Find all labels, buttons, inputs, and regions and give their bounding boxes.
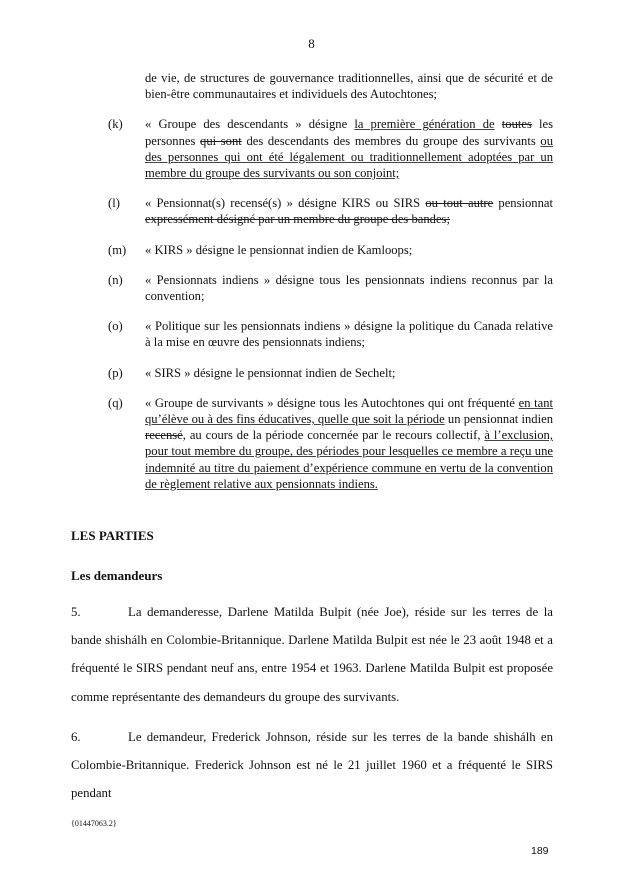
definition-segment: « SIRS » désigne le pensionnat indien de Sechelt; [145,365,396,380]
paragraph-6 [71,723,553,808]
definition-text [145,318,553,350]
definition-segment: « KIRS » désigne le pensionnat indien de Kamloops; [145,242,413,257]
definition-text [145,116,553,181]
definition-label: (o) [108,319,123,334]
inserted-text: à l’exclusion, pour tout membre du groupe, des périodes pour lesquelles ce membre a reçu une indemnité au titre du paiement d’expérience commune en vertu de la convention de règlement relative aux pensionnats indiens. [145,428,553,491]
section-heading-plaintiffs: Les demandeurs [71,568,163,584]
section-heading-parties: LES PARTIES [71,528,154,544]
definition-o [108,318,553,350]
definition-segment: pensionnat [493,196,553,211]
definition-p [108,365,553,381]
inserted-text: ou des personnes qui ont été légalement ou traditionnellement adoptées par un membre du groupe des survivants ou son conjoint; [145,133,553,181]
inserted-text: en tant qu’élève ou à des fins éducatives, quelle que soit la période [145,395,554,427]
definition-label: (k) [108,117,123,132]
definition-segment [495,117,502,131]
definition-text [145,395,553,492]
paragraph-5 [71,598,553,711]
definition-segment: des descendants des membres du groupe des survivants [241,133,541,148]
definition-m [108,242,553,258]
document-id: {01447063.2} [71,819,117,829]
definition-segment: « Pensionnats indiens » désigne tous les pensionnats indiens reconnus par la convention; [145,272,553,304]
definition-segment: un pensionnat indien [444,412,553,427]
definition-text [145,365,553,381]
paragraph-number: 6. [71,729,81,744]
definition-q [108,395,553,492]
paragraph-number: 5. [71,605,81,620]
definition-segment: « Groupe de survivants » désigne tous les Autochtones qui ont fréquenté [145,395,519,410]
definitions-list [108,70,553,492]
footer-page-number: 189 [531,845,549,858]
definition-label: (q) [108,395,123,410]
definition-label: (l) [108,196,120,211]
definition-label: (m) [108,242,127,257]
definition-l [108,195,553,227]
definition-label: (n) [108,272,123,287]
definition-segment: les personnes [145,117,554,148]
definition-k [108,116,553,181]
deleted-text: toutes [501,117,532,132]
deleted-text: ou tout autre [425,196,494,211]
continuation-text: de vie, de structures de gouvernance traditionnelles, ainsi que de sécurité et de bien-être communautaires et individuels des Autochtones; [145,71,553,102]
definition-text [145,272,553,304]
page-header-number: 8 [308,36,315,51]
definition-label: (p) [108,365,123,380]
definition-segment: « Politique sur les pensionnats indiens » désigne la politique du Canada relative à la mise en œuvre des pensionnats indiens; [145,319,553,350]
inserted-text: la première génération de [354,117,495,132]
definition-text [145,242,553,258]
definition-segment: « Groupe des descendants » désigne [145,117,355,132]
definition-segment: « Pensionnat(s) recensé(s) » désigne KIRS ou SIRS [145,196,426,211]
paragraph-text: Le demandeur, Frederick Johnson, réside sur les terres de la bande shishálh en Colombie-Britannique. Frederick Johnson est né le 21 juillet 1960 et a fréquenté le SIRS pendant [71,729,553,801]
deleted-text: qui sont [200,133,242,148]
definition-segment: , au cours de la période concernée par le recours collectif, [182,428,485,443]
paragraph-text: La demanderesse, Darlene Matilda Bulpit (née Joe), réside sur les terres de la bande shishálh en Colombie-Britannique. Darlene Matilda Bulpit est née le 23 août 1948 et a fréquenté le SIRS pendant neuf ans, entre 1954 et 1963. Darlene Matilda Bulpit est proposée comme représentante des demandeurs du groupe des survivants. [71,605,553,704]
deleted-text: recensé [145,428,183,443]
deleted-text: expressément désigné par un membre du groupe des bandes; [145,212,450,227]
definition-text [145,195,553,227]
definition-n [108,272,553,304]
